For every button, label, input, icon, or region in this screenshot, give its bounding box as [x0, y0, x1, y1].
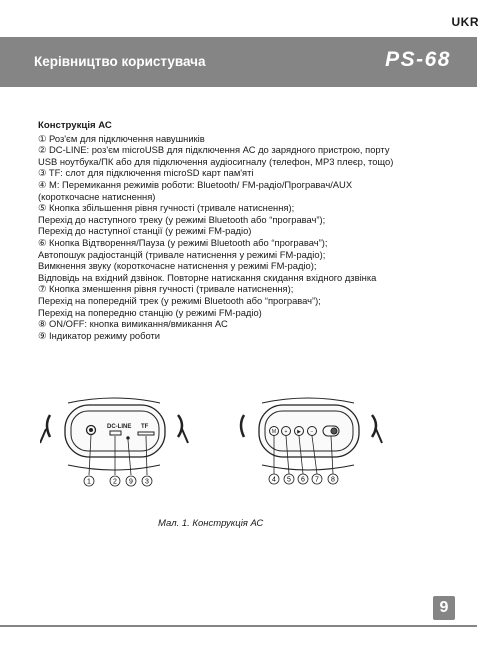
callout-5: 5 — [287, 476, 291, 484]
speaker-left-view — [40, 398, 188, 470]
m-mark: M — [271, 429, 277, 435]
header-title: Керівництво користувача — [34, 54, 206, 69]
text-line: ③ TF: слот для підключення microSD карт пам'яті — [38, 167, 254, 179]
left-callouts — [84, 476, 152, 486]
callout-7: 7 — [315, 476, 319, 484]
dcline-label: DC-LINE — [107, 424, 132, 430]
text-line: ① Роз'єм для підключення навушників — [38, 132, 205, 144]
callout-4: 4 — [272, 476, 276, 484]
text-line: Перехід на попередню станцію (у режимі FM-радіо) — [38, 306, 262, 318]
text-line: ⑨ Індикатор режиму роботи — [38, 329, 161, 341]
tf-label: TF — [141, 424, 149, 430]
text-line: ② DC-LINE: роз'єм microUSB для підключення АС до зарядного пристрою, порту — [38, 144, 390, 156]
footer-divider — [0, 625, 477, 627]
language-code: UKR — [451, 15, 479, 29]
text-line: Автопошук радіостанцій (тривале натиснення у режимі FM-радіо); — [38, 248, 326, 260]
figure-caption: Мал. 1. Конструкція АС — [158, 518, 264, 529]
text-line: ⑤ Кнопка збільшення рівня гучності (тривале натиснення); — [38, 202, 295, 214]
callout-3: 3 — [145, 478, 149, 486]
text-line: ⑥ Кнопка Відтворення/Пауза (у режимі Bluetooth або “програвач”); — [38, 236, 328, 248]
text-line: Перехід до наступної станції (у режимі FM-радіо) — [38, 225, 252, 237]
callout-6: 6 — [301, 476, 305, 484]
callout-8: 8 — [331, 476, 335, 484]
minus-mark: − — [310, 429, 314, 435]
text-line: USB ноутбука/ПК або для підключення аудіосигналу (телефон, MP3 плеєр, тощо) — [38, 155, 394, 167]
text-line: ④ M: Перемикання режимів роботи: Bluetooth/ FM-радіо/Програвач/AUX — [38, 178, 353, 190]
section-title: Конструкція АС — [38, 120, 112, 131]
mode-indicator-icon — [127, 437, 129, 439]
text-line: Перехід до наступного треку (у режимі Bluetooth або “програвач”); — [38, 213, 326, 225]
text-line: ⑦ Кнопка зменшення рівня гучності (тривале натиснення); — [38, 283, 294, 295]
text-line: Відповідь на вхідний дзвінок. Повторне натискання скидання вхідного дзвінка — [38, 271, 377, 283]
callout-9: 9 — [129, 478, 133, 486]
model-name: PS-68 — [385, 48, 451, 71]
text-line: ⑧ ON/OFF: кнопка вимикання/вмикання АС — [38, 318, 228, 330]
speaker-construction-figure — [40, 395, 440, 495]
text-line: (короткочасне натиснення) — [38, 190, 156, 202]
plus-mark: + — [284, 429, 288, 435]
text-line: Вимкнення звуку (короткочасне натиснення у режимі FM-радіо); — [38, 260, 317, 272]
right-callouts — [269, 474, 338, 484]
page-header — [0, 37, 477, 87]
page-number: 9 — [433, 596, 455, 620]
callout-2: 2 — [113, 478, 117, 486]
play-mark: ▶ — [297, 429, 301, 435]
callout-1: 1 — [87, 478, 91, 486]
text-line: Перехід на попередній трек (у режимі Bluetooth або “програвач”); — [38, 294, 321, 306]
instructions-body — [38, 120, 468, 341]
